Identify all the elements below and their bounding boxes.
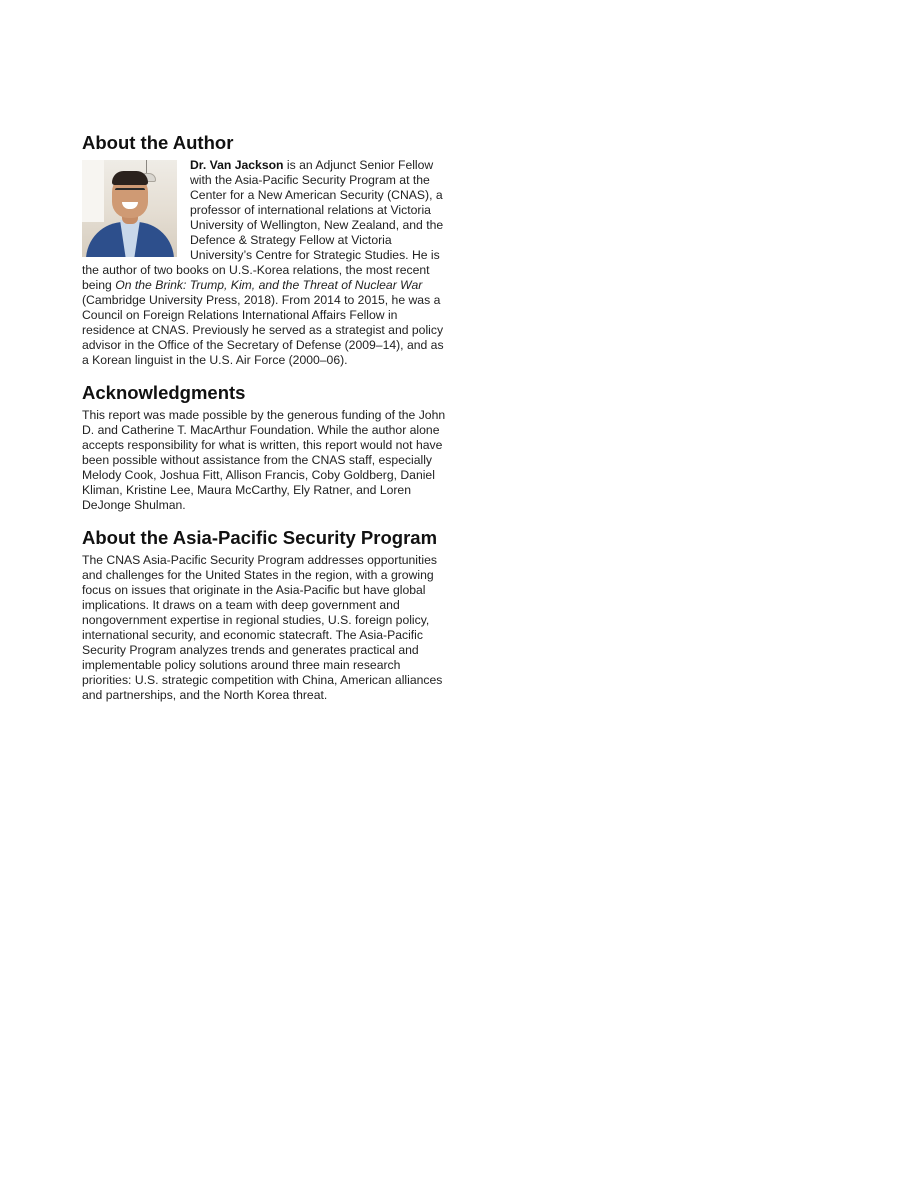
author-bio-part-1: is an Adjunct Senior Fellow with the Asia-Pacific Security Program at the Center for a New American Security (CNAS), a professor of international relations at Victoria University of Wellington, New Zealand, and the Defence & Strategy Fellow at Victoria University’s Centre for Strategic Studies. He is the author of two books on U.S.-Korea relations, the most recent being [82,158,444,292]
author-name: Dr. Van Jackson [190,158,284,172]
about-author-section [82,132,446,368]
document-column [82,132,446,703]
author-bio-part-2: (Cambridge University Press, 2018). From 2014 to 2015, he was a Council on Foreign Relations International Affairs Fellow in residence at CNAS. Previously he served as a strategist and policy advisor in the Office of the Secretary of Defense (2009–14), and as a Korean linguist in the U.S. Air Force (2000–06). [82,293,444,367]
author-book-title: On the Brink: Trump, Kim, and the Threat of Nuclear War [115,278,423,292]
acknowledgments-heading: Acknowledgments [82,382,246,403]
author-photo [82,160,177,257]
program-text: The CNAS Asia-Pacific Security Program addresses opportunities and challenges for the United States in the region, with a growing focus on issues that originate in the Asia-Pacific but have global implications. It draws on a team with deep government and nongovernment expertise in regional studies, U.S. foreign policy, international security, and economic statecraft. The Asia-Pacific Security Program analyzes trends and generates practical and implementable policy solutions around three main research priorities: U.S. strategic competition with China, American alliances and partnerships, and the North Korea threat. [82,553,443,702]
acknowledgments-text: This report was made possible by the generous funding of the John D. and Catherine T. MacArthur Foundation. While the author alone accepts responsibility for what is written, this report would not have been possible without assistance from the CNAS staff, especially Melody Cook, Joshua Fitt, Allison Francis, Coby Goldberg, Daniel Kliman, Kristine Lee, Maura McCarthy, Ely Ratner, and Loren DeJonge Shulman. [82,408,446,512]
about-author-heading: About the Author [82,132,234,153]
program-section [82,527,446,703]
acknowledgments-section [82,382,446,513]
program-heading: About the Asia-Pacific Security Program [82,527,438,548]
